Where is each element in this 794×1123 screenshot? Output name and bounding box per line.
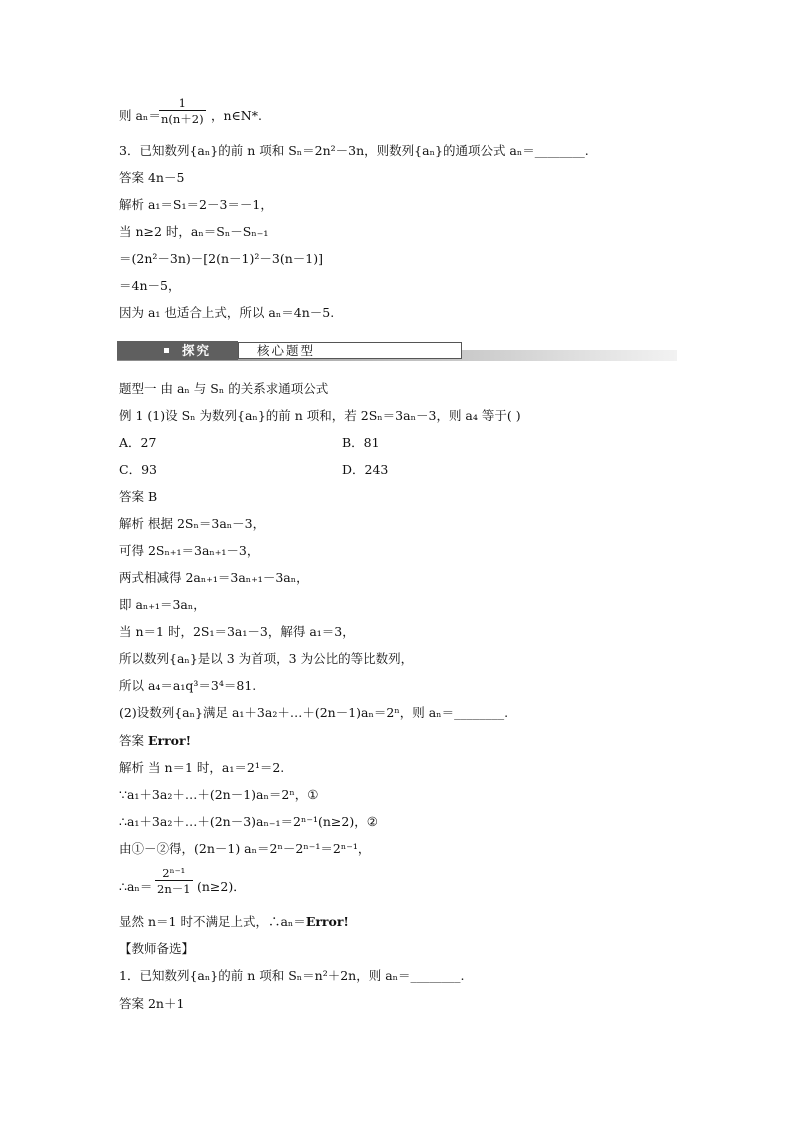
example1-solution-line: 可得 2Sₙ₊₁＝3aₙ₊₁－3， — [119, 543, 260, 558]
intro-fraction-denominator: n(n＋2) — [161, 112, 204, 126]
example1-solution-line: 解析 根据 2Sₙ＝3aₙ－3， — [119, 516, 266, 531]
problem3-answer: 答案 4n－5 — [119, 170, 185, 185]
teacher-answer: 答案 2n＋1 — [119, 996, 185, 1011]
option-c: C．93 — [119, 462, 157, 477]
part2-fraction-denominator: 2n－1 — [157, 882, 191, 896]
section-header — [117, 341, 677, 363]
example1-part2-answer — [119, 733, 191, 749]
problem3-question: 3．已知数列{aₙ}的前 n 项和 Sₙ＝2n²－3n，则数列{aₙ}的通项公式 aₙ＝________. — [119, 143, 589, 158]
intro-fraction — [159, 96, 206, 127]
example1-part2-question: (2)设数列{aₙ}满足 a₁＋3a₂＋…＋(2n－1)aₙ＝2ⁿ，则 aₙ＝________. — [119, 705, 509, 720]
answer-label: 答案 — [119, 733, 148, 748]
part2-solution-line: ∵a₁＋3a₂＋…＋(2n－1)aₙ＝2ⁿ，① — [119, 787, 319, 802]
problem3-solution-line: ＝4n－5， — [119, 278, 181, 293]
teacher-heading: 【教师备选】 — [119, 941, 195, 956]
conclusion-error-value: Error! — [305, 914, 349, 929]
problem3-solution-line: 当 n≥2 时，aₙ＝Sₙ－Sₙ₋₁ — [119, 224, 269, 239]
section-tab-dark — [117, 341, 238, 360]
option-d: D．243 — [342, 462, 389, 477]
intro-suffix: ，n∈N*. — [211, 108, 262, 123]
example1-solution-line: 所以数列{aₙ}是以 3 为首项，3 为公比的等比数列， — [119, 651, 414, 666]
problem3-solution-line: 因为 a₁ 也适合上式，所以 aₙ＝4n－5. — [119, 305, 335, 320]
part2-conclusion — [119, 914, 349, 930]
conclusion-text: 显然 n＝1 时不满足上式，∴aₙ＝ — [119, 914, 306, 929]
example1-solution-line: 所以 a₄＝a₁q³＝3⁴＝81. — [119, 678, 257, 693]
example1-solution-line: 当 n＝1 时，2S₁＝3a₁－3，解得 a₁＝3， — [119, 624, 355, 639]
option-b: B．81 — [342, 435, 380, 450]
part2-solution-line: 解析 当 n＝1 时，a₁＝2¹＝2. — [119, 760, 285, 775]
frac2-prefix: ∴aₙ＝ — [119, 879, 153, 894]
example1-solution-line: 即 aₙ₊₁＝3aₙ， — [119, 597, 206, 612]
example1-question: 例 1 (1)设 Sₙ 为数列{aₙ}的前 n 项和，若 2Sₙ＝3aₙ－3，则 a₄ 等于( ) — [119, 408, 521, 423]
section-dark-label: 探究 — [182, 343, 212, 358]
problem3-solution-line: 解析 a₁＝S₁＝2－3＝－1， — [119, 197, 273, 212]
part2-solution-line: ∴a₁＋3a₂＋…＋(2n－3)aₙ₋₁＝2ⁿ⁻¹(n≥2)，② — [119, 814, 378, 829]
square-bullet-icon — [164, 348, 169, 353]
part2-fraction-numerator: 2ⁿ⁻¹ — [162, 866, 186, 880]
answer-error-value: Error! — [147, 733, 192, 748]
teacher-question: 1．已知数列{aₙ}的前 n 项和 Sₙ＝n²＋2n，则 aₙ＝________. — [119, 968, 465, 983]
example1-answer: 答案 B — [119, 489, 158, 504]
section-tab-light — [238, 342, 462, 359]
option-a: A．27 — [119, 435, 157, 450]
part2-fraction — [155, 866, 193, 897]
intro-prefix: 则 aₙ＝ — [119, 108, 161, 123]
type1-heading: 题型一 由 aₙ 与 Sₙ 的关系求通项公式 — [119, 381, 329, 396]
part2-solution-line: 由①－②得，(2n－1) aₙ＝2ⁿ－2ⁿ⁻¹＝2ⁿ⁻¹， — [119, 841, 371, 856]
intro-fraction-numerator: 1 — [178, 96, 186, 110]
section-light-label: 核心题型 — [257, 343, 316, 358]
example1-solution-line: 两式相减得 2aₙ₊₁＝3aₙ₊₁－3aₙ， — [119, 570, 309, 585]
frac2-suffix: (n≥2)． — [197, 879, 246, 894]
problem3-solution-line: ＝(2n²－3n)－[2(n－1)²－3(n－1)] — [119, 251, 323, 266]
